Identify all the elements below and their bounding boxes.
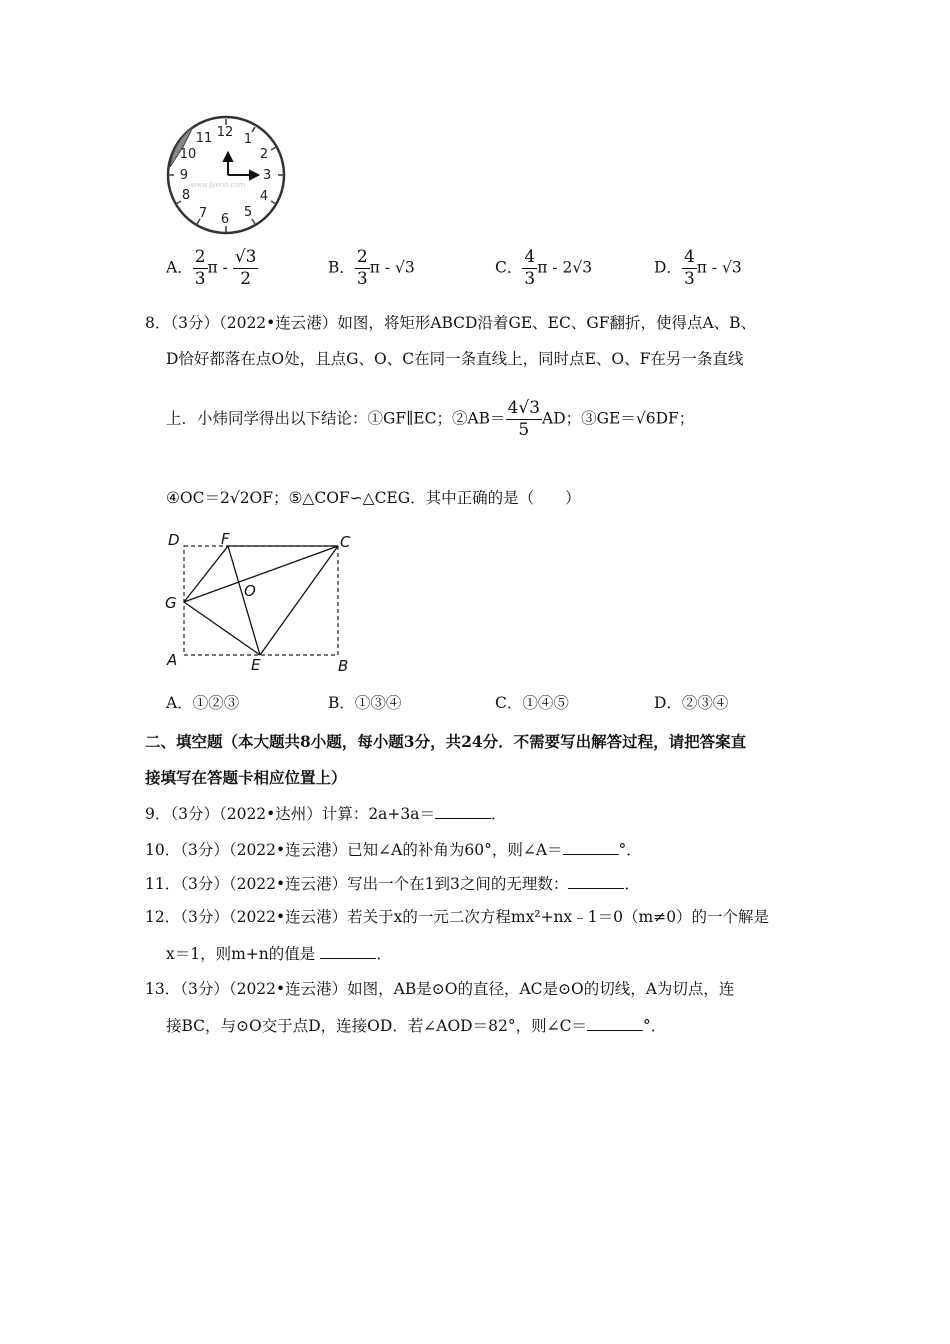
q8-line2: D恰好都落在点O处，且点G、O、C在同一条直线上，同时点E、O、F在另一条直线 <box>166 350 744 368</box>
clock-number: 3 <box>262 168 272 183</box>
q7-option-a[interactable]: A． $\frac{2}{3}$ π - $\frac{√3}{2}$ <box>166 247 257 289</box>
clock-number: 6 <box>220 212 230 227</box>
answer-blank[interactable] <box>435 806 491 819</box>
clock-number: 4 <box>259 189 269 204</box>
label-d: D <box>168 531 180 549</box>
q12-line2: x＝1，则m+n的值是 ． <box>166 945 392 963</box>
clock-number: 7 <box>198 206 208 221</box>
clock-number: 1 <box>243 132 253 147</box>
q9: 9．（3分）（2022•达州）计算：2a+3a＝ ． <box>145 805 507 823</box>
answer-blank[interactable] <box>587 1018 643 1031</box>
clock-number: 11 <box>195 131 213 146</box>
watermark: www.jyeoo.com <box>190 181 246 189</box>
clock-number: 10 <box>179 147 197 162</box>
answer-blank[interactable] <box>320 946 376 959</box>
clock-number: 8 <box>181 188 191 203</box>
q8-line4: ④OC＝2√2OF；⑤△COF∽△CEG．其中正确的是（ ） <box>166 489 581 507</box>
clock-number: 9 <box>179 168 189 183</box>
q11: 11．（3分）（2022•连云港）写出一个在1到3之间的无理数： ． <box>145 875 640 893</box>
q8-line1: 8．（3分）（2022•连云港）如图，将矩形ABCD沿着GE、EC、GF翻折，使得点A、B、 <box>145 314 757 332</box>
label-f: F <box>221 530 230 548</box>
q10: 10．（3分）（2022•连云港）已知∠A的补角为60°，则∠A＝ °． <box>145 841 642 859</box>
label-c: C <box>340 533 351 551</box>
clock-number: 12 <box>216 125 234 140</box>
q13-line2: 接BC，与⊙O交于点D，连接OD．若∠AOD＝82°，则∠C＝ °． <box>166 1017 667 1035</box>
q8-option-b[interactable]: B．①③④ <box>328 694 402 712</box>
clock-number: 2 <box>259 147 269 162</box>
answer-blank[interactable] <box>563 842 619 855</box>
label-e: E <box>251 656 261 674</box>
label-o: O <box>244 582 256 600</box>
q12-line1: 12．（3分）（2022•连云港）若关于x的一元二次方程mx²+nx﹣1＝0（m≠0）的一个解是 <box>145 908 770 926</box>
q7-option-b[interactable]: B． $\frac{2}{3}$ π - √3 <box>328 247 415 289</box>
q7-option-d[interactable]: D． $\frac{4}{3}$ π - √3 <box>654 247 742 289</box>
label-g: G <box>165 594 177 612</box>
label-b: B <box>338 657 349 675</box>
q7-option-c[interactable]: C． $\frac{4}{3}$ π - 2√3 <box>495 247 593 289</box>
q13-line1: 13．（3分）（2022•连云港）如图，AB是⊙O的直径，AC是⊙O的切线，A为切点，连 <box>145 980 735 998</box>
fold-lines <box>184 546 338 655</box>
rectangle-abcd <box>184 546 338 655</box>
q8-line3: 上．小炜同学得出以下结论：①GF∥EC；②AB＝ $\frac{4√3}{5}$ AD；③GE＝√6DF； <box>166 398 695 440</box>
clock-figure <box>160 112 292 240</box>
q8-option-c[interactable]: C．①④⑤ <box>495 694 569 712</box>
label-a: A <box>167 651 178 669</box>
clock-number: 5 <box>243 205 253 220</box>
section2-heading-line2: 接填写在答题卡相应位置上） <box>145 768 347 787</box>
q8-option-d[interactable]: D．②③④ <box>654 694 729 712</box>
q8-option-a[interactable]: A．①②③ <box>166 694 240 712</box>
section2-heading-line1: 二、填空题（本大题共8小题，每小题3分，共24分．不需要写出解答过程，请把答案直 <box>145 732 747 751</box>
answer-blank[interactable] <box>568 876 624 889</box>
rectangle-figure <box>158 526 363 676</box>
